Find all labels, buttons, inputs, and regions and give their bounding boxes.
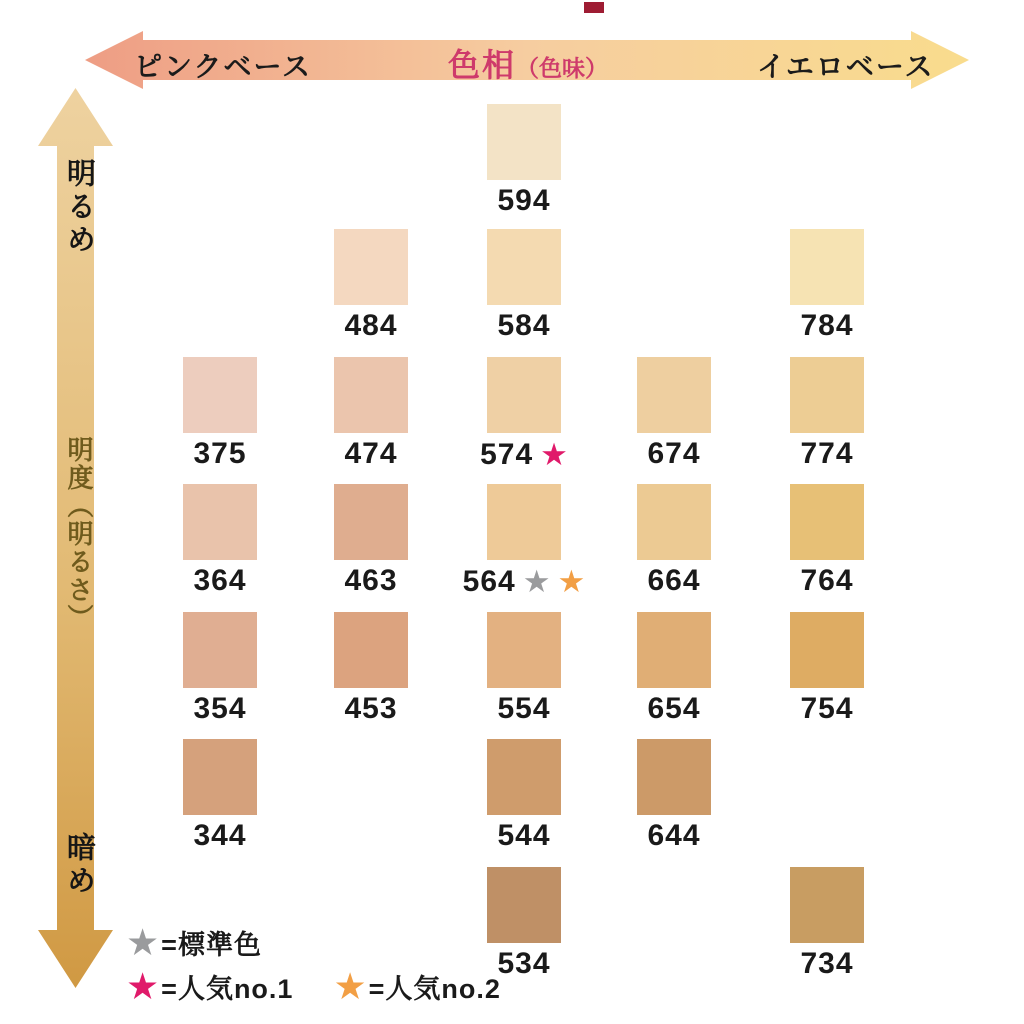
no1-star-icon: ★ [540,437,568,472]
shade-swatch-774 [790,357,864,433]
shade-code: 554 [497,692,551,725]
standard-star-icon: ★ [126,921,160,963]
legend [126,920,541,1008]
shade-swatch-644 [637,739,711,815]
shade-cell-674 [637,357,711,470]
shade-swatch-584 [487,229,561,305]
shade-cell-594 [487,104,561,217]
shade-cell-554 [487,612,561,725]
hue-axis-left-label: ピンクベース [134,51,313,82]
shade-code: 764 [800,564,854,597]
shade-cell-654 [637,612,711,725]
shade-swatch-453 [334,612,408,688]
shade-code: 484 [344,309,398,342]
shade-label-544 [497,821,550,851]
shade-code: 354 [193,692,247,725]
shade-swatch-754 [790,612,864,688]
shade-swatch-784 [790,229,864,305]
shade-code: 774 [800,437,854,470]
shade-label-754 [800,694,853,724]
shade-label-664 [647,566,700,596]
shade-label-484 [344,311,397,341]
standard-star-icon: ★ [522,564,551,599]
hue-axis-title-main: 色相 [448,47,517,83]
shade-cell-344 [183,739,257,852]
shade-label-564 [463,566,586,597]
shade-cell-484 [334,229,408,342]
hue-axis-title [448,40,608,86]
shade-swatch-484 [334,229,408,305]
shade-code: 784 [800,309,854,342]
shade-code: 674 [647,437,701,470]
shade-label-354 [193,694,246,724]
shade-label-774 [800,439,853,469]
hue-axis-right-label: イエロベース [757,51,935,82]
shade-label-654 [647,694,700,724]
shade-label-453 [344,694,397,724]
shade-swatch-463 [334,484,408,560]
shade-swatch-344 [183,739,257,815]
shade-code: 453 [344,692,398,725]
legend-label: =人気no.1 [161,973,294,1004]
shade-swatch-544 [487,739,561,815]
shade-cell-564 [462,484,586,599]
shade-label-734 [800,949,853,979]
shade-cell-354 [183,612,257,725]
shade-label-674 [647,439,700,469]
shade-code: 754 [800,692,854,725]
shade-swatch-554 [487,612,561,688]
brightness-axis-top-label: 明るめ [63,158,95,257]
shade-code: 474 [344,437,398,470]
brightness-axis-bottom-label: 暗め [63,832,95,898]
shade-cell-544 [487,739,561,852]
shade-cell-644 [637,739,711,852]
shade-code: 574 [480,437,534,471]
shade-label-474 [344,439,397,469]
shade-label-463 [344,566,397,596]
shade-swatch-364 [183,484,257,560]
legend-item-no2 [333,967,500,1006]
shade-cell-664 [637,484,711,597]
hue-axis-title-sub: （色味） [516,55,609,81]
shade-swatch-474 [334,357,408,433]
shade-label-574 [480,439,568,470]
shade-code: 654 [647,692,701,725]
shade-swatch-354 [183,612,257,688]
shade-swatch-664 [637,484,711,560]
shade-cell-584 [487,229,561,342]
shade-cell-764 [790,484,864,597]
shade-cell-453 [334,612,408,725]
shade-swatch-564 [487,484,561,560]
shade-cell-754 [790,612,864,725]
shade-cell-474 [334,357,408,470]
shade-cell-375 [183,357,257,470]
shade-code: 534 [497,947,551,980]
shade-cell-734 [790,867,864,980]
shade-label-594 [497,186,550,216]
shade-swatch-764 [790,484,864,560]
shade-cell-574 [480,357,568,472]
shade-code: 664 [647,564,701,597]
shade-label-644 [647,821,700,851]
legend-item-no1 [126,967,293,1006]
legend-row [126,964,541,1008]
shade-code: 544 [497,819,551,852]
top-edge-mark [584,2,604,13]
shade-label-554 [497,694,550,724]
legend-label: =人気no.2 [368,973,501,1004]
shade-swatch-654 [637,612,711,688]
shade-label-344 [193,821,246,851]
shade-code: 364 [193,564,247,597]
shade-swatch-574 [487,357,561,433]
shade-cell-784 [790,229,864,342]
no1-star-icon: ★ [126,965,160,1007]
legend-label: =標準色 [161,929,262,960]
shade-code: 584 [497,309,551,342]
shade-code: 375 [193,437,247,470]
shade-cell-364 [183,484,257,597]
shade-code: 734 [800,947,854,980]
shade-label-764 [800,566,853,596]
shade-cell-774 [790,357,864,470]
shade-label-364 [193,566,246,596]
legend-item-standard [126,923,262,962]
legend-row [126,920,541,964]
shade-swatch-594 [487,104,561,180]
shade-label-375 [193,439,246,469]
shade-swatch-674 [637,357,711,433]
brightness-axis-title: 明度（明るさ） [64,436,94,632]
shade-cell-463 [334,484,408,597]
shade-code: 463 [344,564,398,597]
shade-label-784 [800,311,853,341]
shade-code: 344 [193,819,247,852]
shade-swatch-734 [790,867,864,943]
shade-code: 564 [462,564,516,598]
no2-star-icon: ★ [557,564,586,599]
shade-label-584 [497,311,550,341]
shade-code: 594 [497,184,551,217]
shade-swatch-375 [183,357,257,433]
shade-code: 644 [647,819,701,852]
no2-star-icon: ★ [333,965,367,1007]
